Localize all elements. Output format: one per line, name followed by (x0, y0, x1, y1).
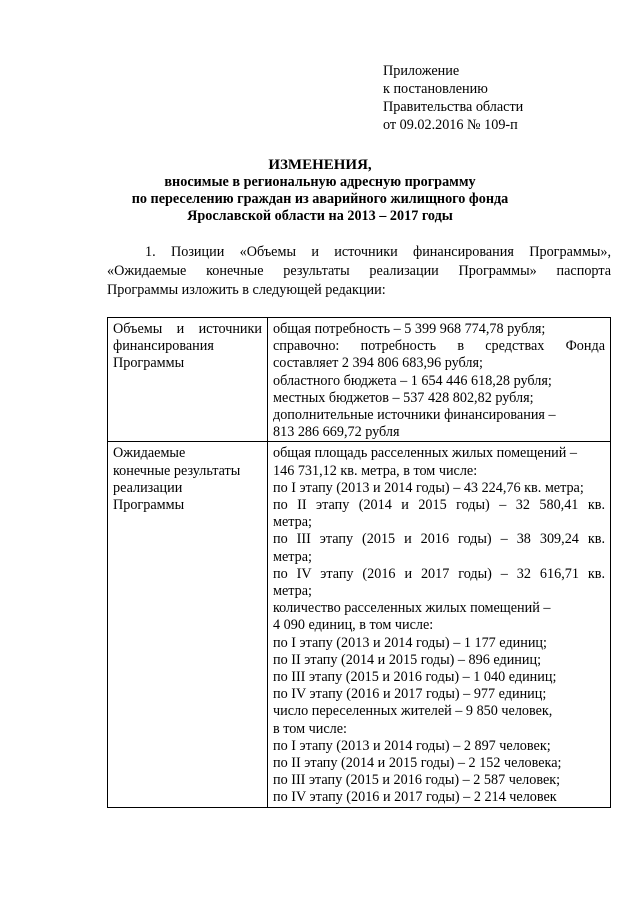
passport-table (107, 317, 611, 808)
value-line: 813 286 669,72 рубля (273, 424, 400, 441)
row-label (108, 442, 268, 807)
value-line: количество расселенных жилых помещений – (273, 600, 551, 617)
value-line: по III этапу (2015 и 2016 годы) – 38 309,24 кв. (273, 531, 605, 548)
title-subline: Ярославской области на 2013 – 2017 годы (187, 208, 453, 224)
value-line: по IV этапу (2016 и 2017 годы) – 32 616,71 кв. (273, 565, 605, 582)
label-line: реализации (113, 479, 183, 496)
value-line: по III этапу (2015 и 2016 годы) – 1 040 единиц; (273, 669, 557, 686)
row-value (268, 442, 611, 807)
label-line: Ожидаемые (113, 445, 186, 462)
value-line: в том числе: (273, 720, 347, 737)
value-line: метра; (273, 548, 312, 565)
row-label (108, 318, 268, 442)
value-line: по I этапу (2013 и 2014 годы) – 1 177 единиц; (273, 634, 547, 651)
value-line: дополнительные источники финансирования – (273, 407, 556, 424)
value-line: метра; (273, 514, 312, 531)
paragraph-line: Программы изложить в следующей редакции: (107, 282, 386, 298)
value-line: число переселенных жителей – 9 850 человек, (273, 703, 553, 720)
paragraph-line: 1. Позиции «Объемы и источники финансирования Программы», (145, 244, 611, 260)
approval-line: к постановлению (383, 81, 488, 97)
value-line: по III этапу (2015 и 2016 годы) – 2 587 человек; (273, 772, 561, 789)
paragraph-line: «Ожидаемые конечные результаты реализации Программы» паспорта (107, 263, 611, 279)
value-line: местных бюджетов – 537 428 802,82 рубля; (273, 389, 534, 406)
approval-line: Приложение (383, 63, 460, 79)
value-line: областного бюджета – 1 654 446 618,28 рубля; (273, 372, 552, 389)
value-line: по II этапу (2014 и 2015 годы) – 2 152 человека; (273, 755, 562, 772)
value-line: составляет 2 394 806 683,96 рубля; (273, 355, 483, 372)
value-line: метра; (273, 583, 312, 600)
document-title (0, 157, 640, 225)
title-subline: по переселению граждан из аварийного жилищного фонда (131, 191, 509, 207)
value-line: по IV этапу (2016 и 2017 годы) – 977 единиц; (273, 686, 547, 703)
table-row (108, 442, 611, 807)
value-line: по I этапу (2013 и 2014 годы) – 43 224,76 кв. метра; (273, 479, 584, 496)
value-line: справочно: потребность в средствах Фонда (273, 338, 605, 355)
table-row (108, 318, 611, 442)
label-line: Программы (113, 497, 185, 514)
approval-line: Правительства области (383, 99, 524, 115)
title-main: ИЗМЕНЕНИЯ, (268, 157, 372, 173)
value-line: по II этапу (2014 и 2015 годы) – 896 единиц; (273, 651, 542, 668)
value-line: 146 731,12 кв. метра, в том числе: (273, 462, 478, 479)
value-line: по II этапу (2014 и 2015 годы) – 32 580,41 кв. (273, 497, 605, 514)
label-line: Объемы и источники (113, 321, 262, 337)
label-line: финансирования (113, 338, 214, 355)
approval-line: от 09.02.2016 № 109-п (383, 117, 518, 133)
intro-paragraph (107, 243, 611, 300)
value-line: общая потребность – 5 399 968 774,78 рубля; (273, 321, 546, 337)
value-line: по IV этапу (2016 и 2017 годы) – 2 214 человек (273, 789, 557, 806)
approval-block (383, 62, 523, 134)
label-line: конечные результаты (113, 462, 241, 479)
row-value (268, 318, 611, 442)
label-line: Программы (113, 355, 185, 372)
value-line: 4 090 единиц, в том числе: (273, 617, 434, 634)
value-line: по I этапу (2013 и 2014 годы) – 2 897 человек; (273, 737, 551, 754)
title-subline: вносимые в региональную адресную программу (164, 174, 476, 190)
value-line: общая площадь расселенных жилых помещений – (273, 445, 577, 462)
